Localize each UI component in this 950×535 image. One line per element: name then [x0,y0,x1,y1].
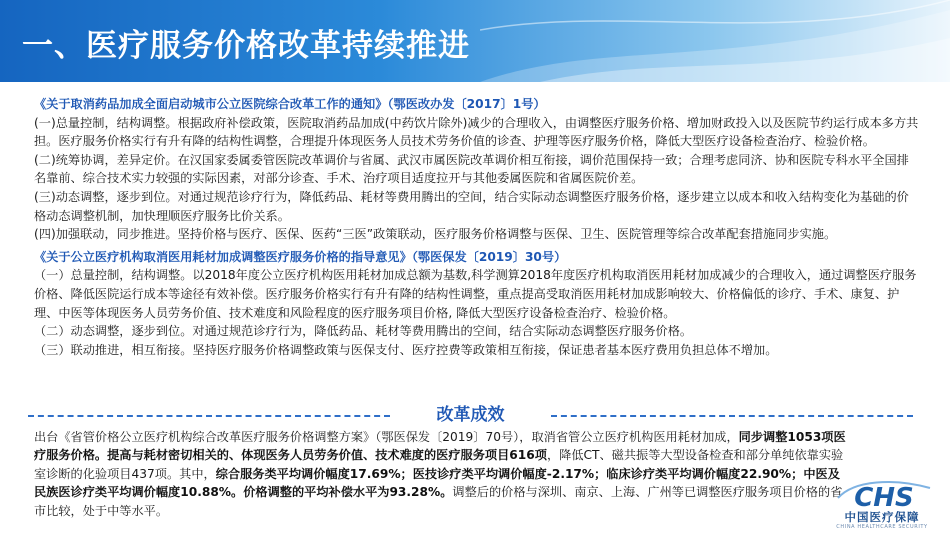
results-segment: 调整后的价格与深圳、南京、上海、广州等已调整医疗服务项目价格的省市比较，处于中等水平。 [34,485,843,518]
chs-logo-mark [834,476,934,510]
logo-subtitle: CHINA HEALTHCARE SECURITY [836,524,928,530]
banner-wave-decoration [480,0,950,82]
logo-name: 中国医疗保障 [844,510,920,524]
section1-heading: 《关于取消药品加成全面启动城市公立医院综合改革工作的通知》（鄂医改办发〔2017〕1号） [34,97,546,111]
section1-paragraph: (二)统筹协调，差异定价。在汉国家委属委管医院改革调价与省属、武汉市属医院改革调价相互衔接，调价范围保持一致；合理考虑同济、协和医院专科水平全国排名靠前、综合技术实力较强的实际因素，对部分诊查、手术、治疗项目适度拉开与其他委属医院和省属医院价差。 [34,152,909,186]
divider-line-right [551,415,913,417]
results-segment: ，降低CT、磁共振等大型设备检查和部分单纯依靠实验室诊断的化验项目437项。其中， [34,448,844,481]
section2-paragraph: （一）总量控制，结构调整。以2018年度公立医疗机构医用耗材加成总额为基数,科学测算2018年度医疗机构取消医用耗材加成减少的合理收入，通过调整医疗服务价格、降低医院运行成本等途径有效补偿。医疗服务价格实行有升有降的结构性调整，重点提高受取消医用耗材加成影响较大、价格偏低的诊疗、手术、康复、护理、中医等体现医务人员劳务价值、技术难度和风险程度的医疗服务项目价格, 降低大型医疗设备检查治疗、检验价格。 [34,268,917,320]
results-divider [28,404,913,426]
chs-logo-letters: CHS [854,483,914,510]
chs-logo [826,476,938,532]
title-banner [0,0,950,82]
results-paragraph [34,428,852,520]
results-label: 改革成效 [436,405,505,425]
section1-paragraph: (三)动态调整，逐步到位。对通过规范诊疗行为，降低药品、耗材等费用腾出的空间，结合实际动态调整医疗服务价格，逐步建立以成本和收入结构变化为基础的价格动态调整机制，加快理顺医疗服务比价关系。 [34,189,909,223]
policy-text-block [34,95,919,359]
section1-paragraph: (四)加强联动，同步推进。坚持价格与医疗、医保、医药“三医”政策联动，医疗服务价格调整与医保、卫生、医院管理等综合改革配套措施同步实施。 [34,227,837,242]
results-segment: 出台《省管价格公立医疗机构综合改革医疗服务价格调整方案》（鄂医保发〔2019〕70号），取消省管公立医疗机构医用耗材加成， [34,430,739,444]
section2-paragraph: （二）动态调整，逐步到位。对通过规范诊疗行为，降低药品、耗材等费用腾出的空间，结合实际动态调整医疗服务价格。 [34,324,693,339]
results-highlight: 同步调整1053项医疗服务价格。提高与耗材密切相关的、体现医务人员劳务价值、技术难度的医疗服务项目616项 [34,430,846,463]
section1-paragraph: (一)总量控制，结构调整。根据政府补偿政策，医院取消药品加成(中药饮片除外)减少的合理收入，由调整医疗服务价格、增加财政投入以及医院节约运行成本多方共担。医疗服务价格实行有升有降的结构性调整，合理提升体现医务人员技术劳务价值的诊查、护理等医疗服务价格，降低大型医疗设备检查治疗、检验价格。 [34,115,919,149]
section2-heading: 《关于公立医疗机构取消医用耗材加成调整医疗服务价格的指导意见》（鄂医保发〔2019〕30号） [34,249,567,264]
section2-paragraph: （三）联动推进，相互衔接。坚持医疗服务价格调整政策与医保支付、医疗控费等政策相互衔接，保证患者基本医疗费用负担总体不增加。 [34,342,778,357]
page-title: 一、医疗服务价格改革持续推进 [22,28,470,64]
results-highlight: 综合服务类平均调价幅度17.69%；医技诊疗类平均调价幅度-2.17%；临床诊疗类平均调价幅度22.90%；中医及民族医诊疗类平均调价幅度10.88%。价格调整的平均补偿水平为93.28%。 [34,466,840,500]
